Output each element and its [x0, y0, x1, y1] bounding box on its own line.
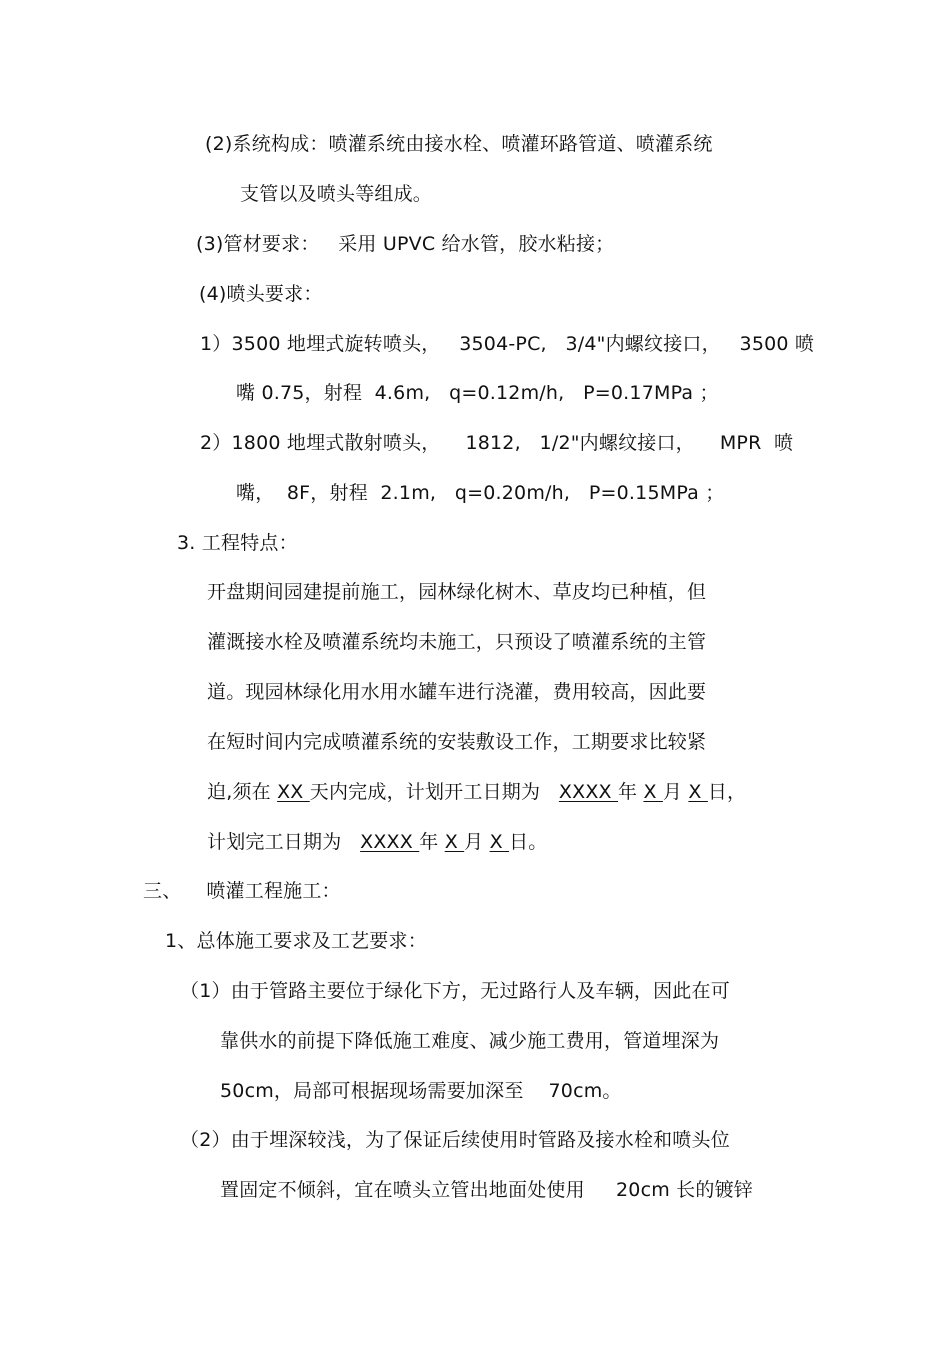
- text-run: 月: [662, 781, 689, 803]
- text-line: 在短时间内完成喷灌系统的安装敷设工作，工期要求比较紧: [207, 731, 707, 753]
- text-line: 嘴 0.75，射程 4.6m, q=0.12m/h, P=0.17MPa ；: [236, 382, 719, 404]
- text-line: 2）1800 地埋式散射喷头， 1812, 1/2"内螺纹接口， MPR 喷: [200, 432, 794, 454]
- text-line: 嘴， 8F，射程 2.1m, q=0.20m/h, P=0.15MPa ；: [236, 482, 725, 504]
- underlined-placeholder: X: [688, 781, 708, 803]
- text-line: 50cm，局部可根据现场需要加深至 70cm。: [220, 1080, 622, 1102]
- text-run: 日，: [707, 781, 747, 803]
- text-line: (4)喷头要求：: [199, 283, 323, 305]
- text-run: 年: [618, 781, 644, 803]
- text-line: (3)管材要求： 采用 UPVC 给水管，胶水粘接；: [196, 233, 615, 255]
- section-heading: 1、总体施工要求及工艺要求：: [165, 930, 427, 952]
- text-line: 支管以及喷头等组成。: [240, 183, 433, 205]
- text-line: (2)系统构成：喷灌系统由接水栓、喷灌环路管道、喷灌系统: [205, 133, 713, 155]
- text-line: 置固定不倾斜，宜在喷头立管出地面处使用 20cm 长的镀锌: [220, 1179, 753, 1201]
- text-line: 开盘期间园建提前施工，园林绿化树木、草皮均已种植，但: [207, 581, 707, 603]
- text-line: （2）由于埋深较浅，为了保证后续使用时管路及接水栓和喷头位: [180, 1129, 730, 1151]
- text-line-start-date: [207, 779, 746, 805]
- underlined-placeholder: X: [444, 831, 465, 853]
- underlined-placeholder: XXXX: [558, 781, 618, 803]
- text-run: 计划完工日期为: [207, 831, 361, 853]
- text-run: 月: [464, 831, 490, 853]
- text-run: 迫,须在: [207, 781, 278, 803]
- text-line: 道。现园林绿化用水用水罐车进行浇灌，费用较高，因此要: [207, 681, 707, 703]
- text-line: （1）由于管路主要位于绿化下方，无过路行人及车辆，因此在可: [180, 980, 730, 1002]
- underlined-placeholder: X: [489, 831, 510, 853]
- underlined-placeholder: X: [643, 781, 663, 803]
- text-run: 年: [419, 831, 445, 853]
- text-run: 天内完成，计划开工日期为: [309, 781, 559, 803]
- underlined-placeholder: XX: [277, 781, 310, 803]
- chapter-heading: 三、 喷灌工程施工：: [143, 880, 341, 902]
- underlined-placeholder: XXXX: [360, 831, 420, 853]
- text-line-end-date: [207, 829, 547, 855]
- text-line: 靠供水的前提下降低施工难度、减少施工费用，管道埋深为: [220, 1030, 720, 1052]
- section-heading: 3. 工程特点：: [177, 532, 298, 554]
- text-run: 日。: [509, 831, 548, 853]
- text-line: 灌溉接水栓及喷灌系统均未施工，只预设了喷灌系统的主管: [207, 631, 707, 653]
- text-line: 1）3500 地埋式旋转喷头， 3504-PC, 3/4"内螺纹接口， 3500 喷: [200, 333, 815, 355]
